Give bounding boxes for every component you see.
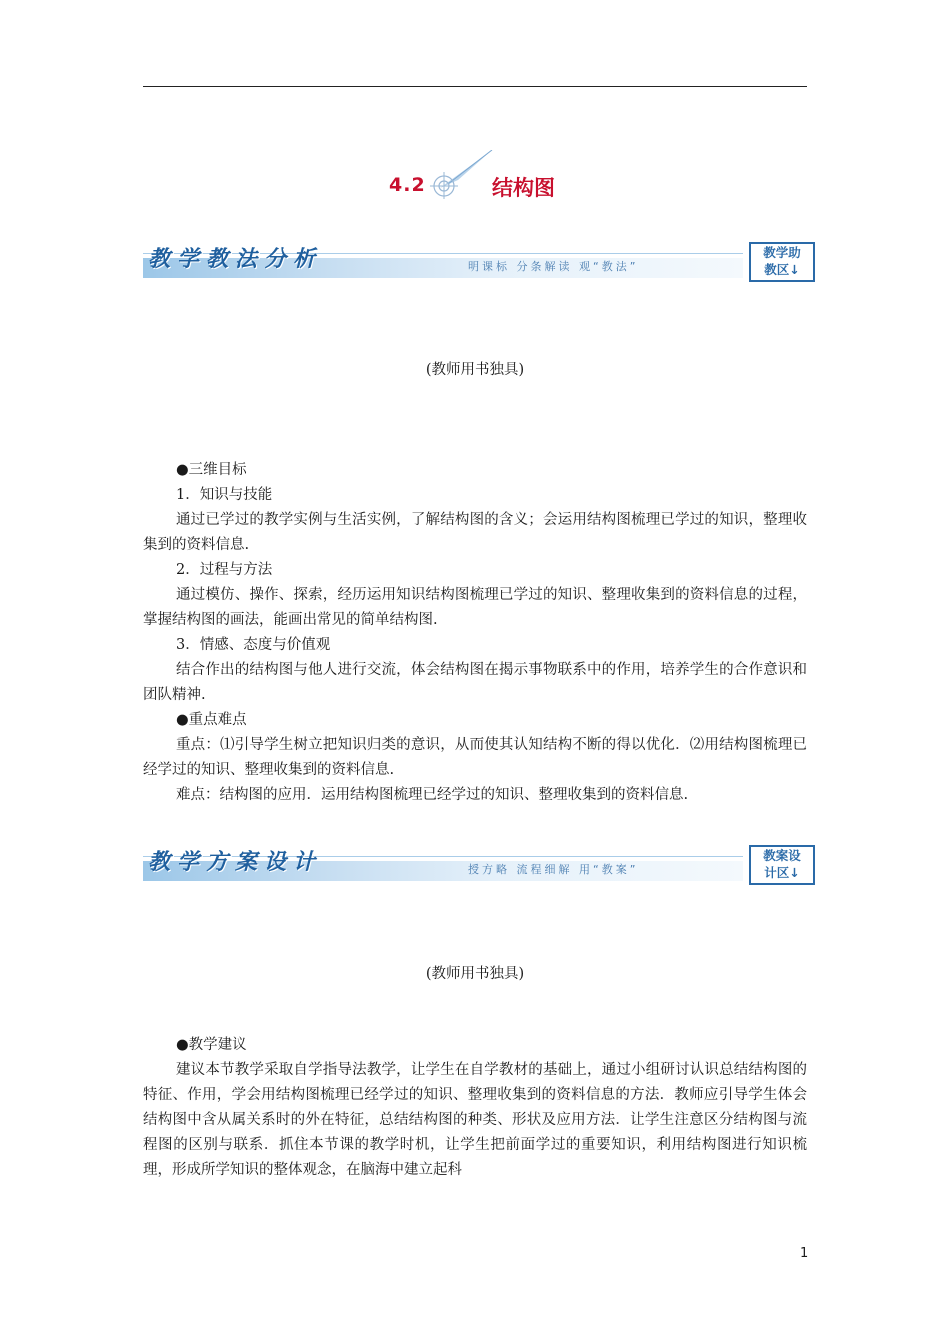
goal-label: 3．情感、态度与价值观 (176, 637, 331, 653)
suggestion-text: 建议本节教学采取自学指导法教学，让学生在自学教材的基础上，通过小组研讨认识总结结构图的特征、作用，学会用结构图梳理已经学过的知识、整理收集到的资料信息的方法．教师应引导学生体会结构图中含从属关系时的外在特征，总结结构图的种类、形状及应用方法．让学生注意区分结构图与流程图的区别与联系．抓住本节课的教学时机，让学生把前面学过的重要知识，利用结构图进行知识梳理，形成所学知识的整体观念，在脑海中建立起科 (143, 1062, 807, 1178)
teacher-note: (教师用书独具) (425, 966, 525, 982)
section-number: 4.2 (389, 174, 426, 196)
section-title (0, 150, 950, 210)
page-number: 1 (800, 1246, 809, 1261)
header-rule (143, 86, 807, 87)
difficult-point-text: 难点：结构图的应用．运用结构图梳理已经学过的知识、整理收集到的资料信息. (176, 787, 689, 803)
banner-teaching-plan (143, 845, 814, 885)
goal-text: 通过已学过的教学实例与生活实例，了解结构图的含义；会运用结构图梳理已学过的知识，整理收集到的资料信息. (143, 512, 807, 553)
goals-heading: ●三维目标 (176, 462, 247, 478)
goal-label: 1．知识与技能 (176, 487, 273, 503)
suggestion-section (143, 1033, 807, 1183)
banner-title: 教学方案设计 (148, 849, 323, 875)
target-arrow-icon (428, 150, 494, 200)
goal-text: 结合作出的结构图与他人进行交流，体会结构图在揭示事物联系中的作用，培养学生的合作意识和团队精神. (143, 662, 807, 703)
plan-design-badge: 教案设 计区↓ (749, 845, 815, 885)
banner-title: 教学教法分析 (148, 246, 323, 272)
section-heading: 结构图 (492, 175, 555, 200)
banner-teaching-analysis (143, 242, 814, 282)
teacher-note: (教师用书独具) (425, 362, 525, 378)
goals-section (143, 458, 807, 808)
banner-subtitle: 授方略 流程细解 用“教案” (468, 863, 639, 876)
goal-text: 通过模仿、操作、探索，经历运用知识结构图梳理已学过的知识、整理收集到的资料信息的过程，掌握结构图的画法，能画出常见的简单结构图. (143, 587, 807, 628)
key-point-text: 重点：⑴引导学生树立把知识归类的意识，从而使其认知结构不断的得以优化．⑵用结构图梳理已经学过的知识、整理收集到的资料信息. (143, 737, 807, 778)
arrow-down-icon: ↓ (789, 262, 800, 277)
teaching-aid-badge: 教学助 教区↓ (749, 242, 815, 282)
key-points-heading: ●重点难点 (176, 712, 247, 728)
suggestion-heading: ●教学建议 (176, 1037, 247, 1053)
goal-label: 2．过程与方法 (176, 562, 273, 578)
arrow-down-icon: ↓ (789, 865, 800, 880)
banner-subtitle: 明课标 分条解读 观“教法” (468, 260, 639, 273)
